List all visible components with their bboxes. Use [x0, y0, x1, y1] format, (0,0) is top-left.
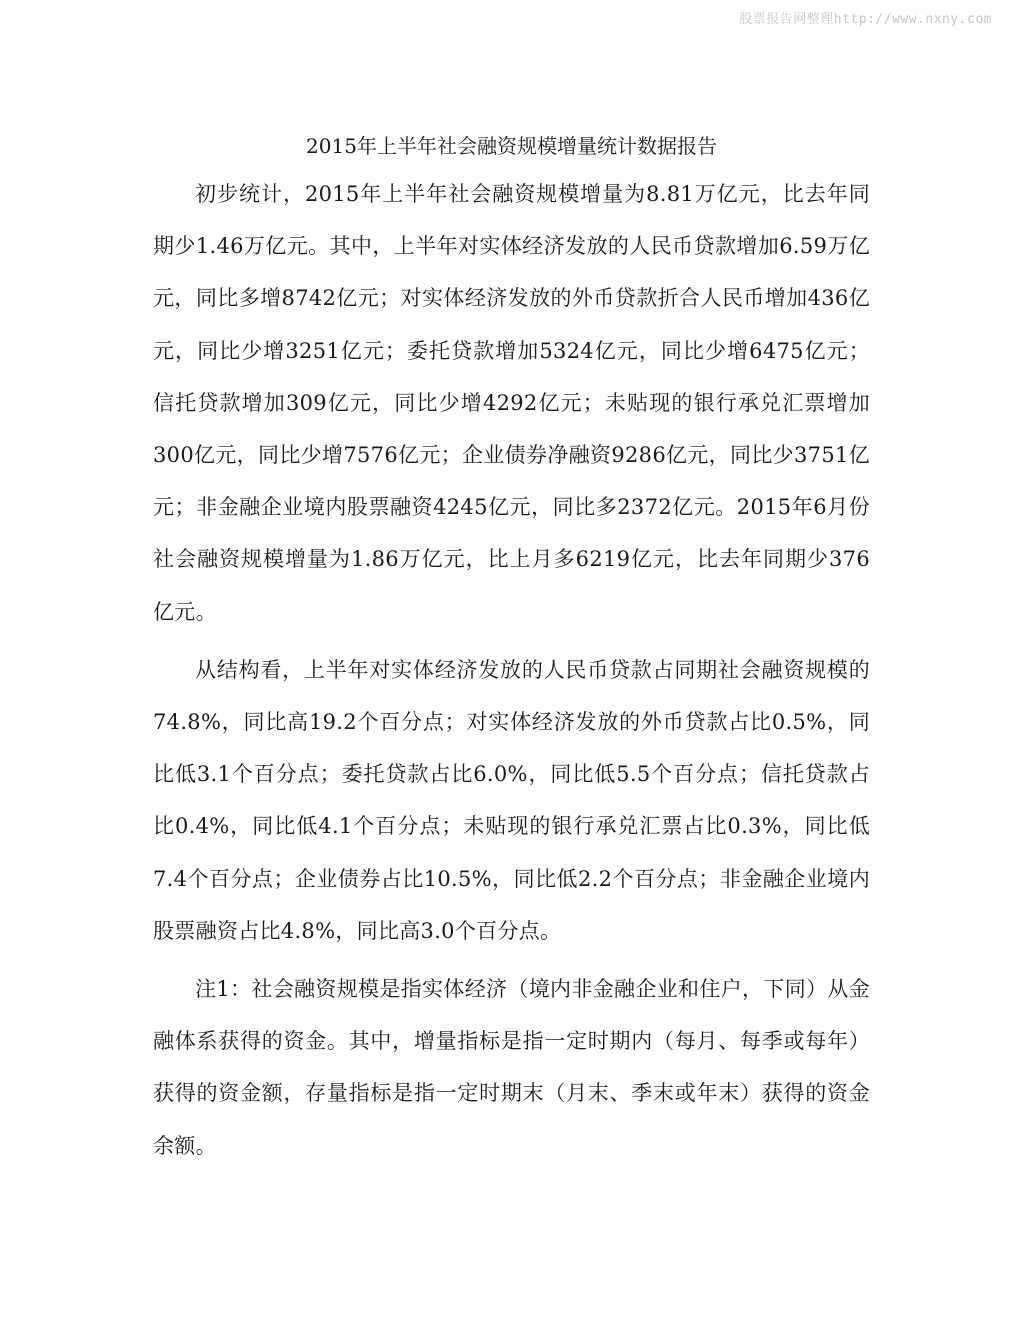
document-page: [153, 128, 870, 1172]
paragraph-structure: 从结构看，上半年对实体经济发放的人民币贷款占同期社会融资规模的74.8%，同比高19.2个百分点；对实体经济发放的外币贷款占比0.5%，同比低3.1个百分点；委托贷款占比6.0%，同比低5.5个百分点；信托贷款占比0.4%，同比低4.1个百分点；未贴现的银行承兑汇票占比0.3%，同比低7.4个百分点；企业债券占比10.5%，同比低2.2个百分点；非金融企业境内股票融资占比4.8%，同比高3.0个百分点。: [153, 657, 870, 943]
paragraph-summary: 初步统计，2015年上半年社会融资规模增量为8.81万亿元，比去年同期少1.46万亿元。其中，上半年对实体经济发放的人民币贷款增加6.59万亿元，同比多增8742亿元；对实体经济发放的外币贷款折合人民币增加436亿元，同比少增3251亿元；委托贷款增加5324亿元，同比少增6475亿元；信托贷款增加309亿元，同比少增4292亿元；未贴现的银行承兑汇票增加300亿元，同比少增7576亿元；企业债券净融资9286亿元，同比少3751亿元；非金融企业境内股票融资4245亿元，同比多2372亿元。2015年6月份社会融资规模增量为1.86万亿元，比上月多6219亿元，比去年同期少376亿元。: [153, 182, 870, 624]
paragraph-note: 注1：社会融资规模是指实体经济（境内非金融企业和住户，下同）从金融体系获得的资金。其中，增量指标是指一定时期内（每月、每季或每年）获得的资金额，存量指标是指一定时期末（月末、季末或年末）获得的资金余额。: [153, 977, 870, 1158]
watermark-text: 股票报告网整理http://www.nxny.com: [739, 12, 992, 27]
document-title: 2015年上半年社会融资规模增量统计数据报告: [306, 134, 717, 158]
